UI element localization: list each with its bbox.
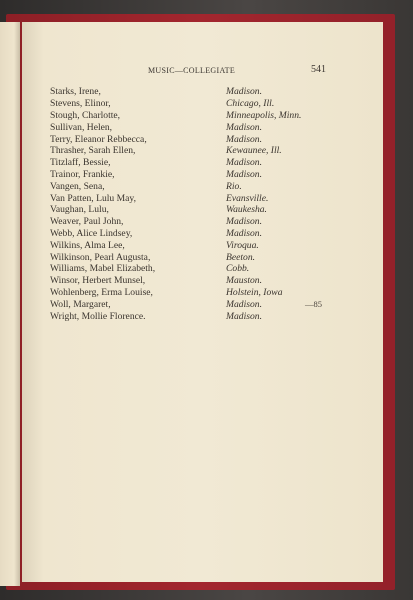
student-name: Vangen, Sena, [50, 180, 105, 192]
hometown: Kewaunee, Ill. [226, 145, 282, 157]
roster-entry [50, 192, 301, 204]
hometown: Madison. [226, 310, 262, 322]
roster-entry [50, 275, 301, 287]
roster-entry [50, 287, 301, 299]
student-name: Weaver, Paul John, [50, 216, 124, 228]
running-head: MUSIC—COLLEGIATE [148, 66, 236, 75]
student-name: Winsor, Herbert Munsel, [50, 275, 146, 287]
facing-page-edge [0, 22, 20, 586]
roster-entry [50, 216, 301, 228]
student-name: Starks, Irene, [50, 86, 101, 98]
roster-entry [50, 110, 301, 122]
student-name: Wohlenberg, Erma Louise, [50, 286, 153, 298]
student-name: Vaughan, Lulu, [50, 204, 109, 216]
hometown: Beeton. [226, 251, 256, 263]
hometown: Viroqua. [226, 239, 259, 251]
roster-entry [50, 228, 301, 240]
signature-mark: —85 [305, 299, 322, 309]
roster-entry [50, 204, 301, 216]
student-name: Wright, Mollie Florence. [50, 310, 146, 322]
hometown: Madison. [226, 168, 262, 180]
roster-entry [50, 145, 301, 157]
roster-entry [50, 310, 301, 322]
hometown: Rio. [226, 180, 242, 192]
student-name: Woll, Margaret, [50, 298, 111, 310]
student-name: Van Patten, Lulu May, [50, 192, 136, 204]
roster-entry [50, 298, 301, 310]
student-name: Wilkinson, Pearl Augusta, [50, 251, 151, 263]
roster-entry [50, 157, 301, 169]
student-name: Stough, Charlotte, [50, 109, 121, 121]
roster-entry [50, 239, 301, 251]
student-name: Webb, Alice Lindsey, [50, 227, 133, 239]
hometown: Madison. [226, 216, 262, 228]
student-name: Trainor, Frankie, [50, 168, 115, 180]
student-name: Stevens, Elinor, [50, 98, 111, 110]
student-name: Wilkins, Alma Lee, [50, 239, 125, 251]
roster-entry [50, 251, 301, 263]
hometown: Madison. [226, 86, 262, 98]
student-name: Thrasher, Sarah Ellen, [50, 145, 136, 157]
roster-entry [50, 263, 301, 275]
hometown: Madison. [226, 121, 262, 133]
hometown: Madison. [226, 157, 262, 169]
student-name: Sullivan, Helen, [50, 121, 113, 133]
hometown: Holstein, Iowa [226, 286, 283, 298]
hometown: Mauston. [226, 275, 262, 287]
hometown: Waukesha. [226, 204, 267, 216]
student-name: Titzlaff, Bessie, [50, 157, 111, 169]
student-roster [50, 86, 301, 322]
hometown: Chicago, Ill. [226, 98, 275, 110]
roster-entry [50, 180, 301, 192]
hometown: Evansville. [226, 192, 269, 204]
page-number: 541 [311, 64, 326, 75]
hometown: Madison. [226, 227, 262, 239]
roster-entry [50, 98, 301, 110]
hometown: Cobb. [226, 263, 250, 275]
roster-entry [50, 169, 301, 181]
roster-entry [50, 86, 301, 98]
student-name: Williams, Mabel Elizabeth, [50, 263, 156, 275]
roster-entry [50, 133, 301, 145]
hometown: Minneapolis, Minn. [226, 109, 302, 121]
roster-entry [50, 121, 301, 133]
hometown: Madison. [226, 133, 262, 145]
hometown: Madison. [226, 298, 262, 310]
student-name: Terry, Eleanor Rebbecca, [50, 133, 147, 145]
